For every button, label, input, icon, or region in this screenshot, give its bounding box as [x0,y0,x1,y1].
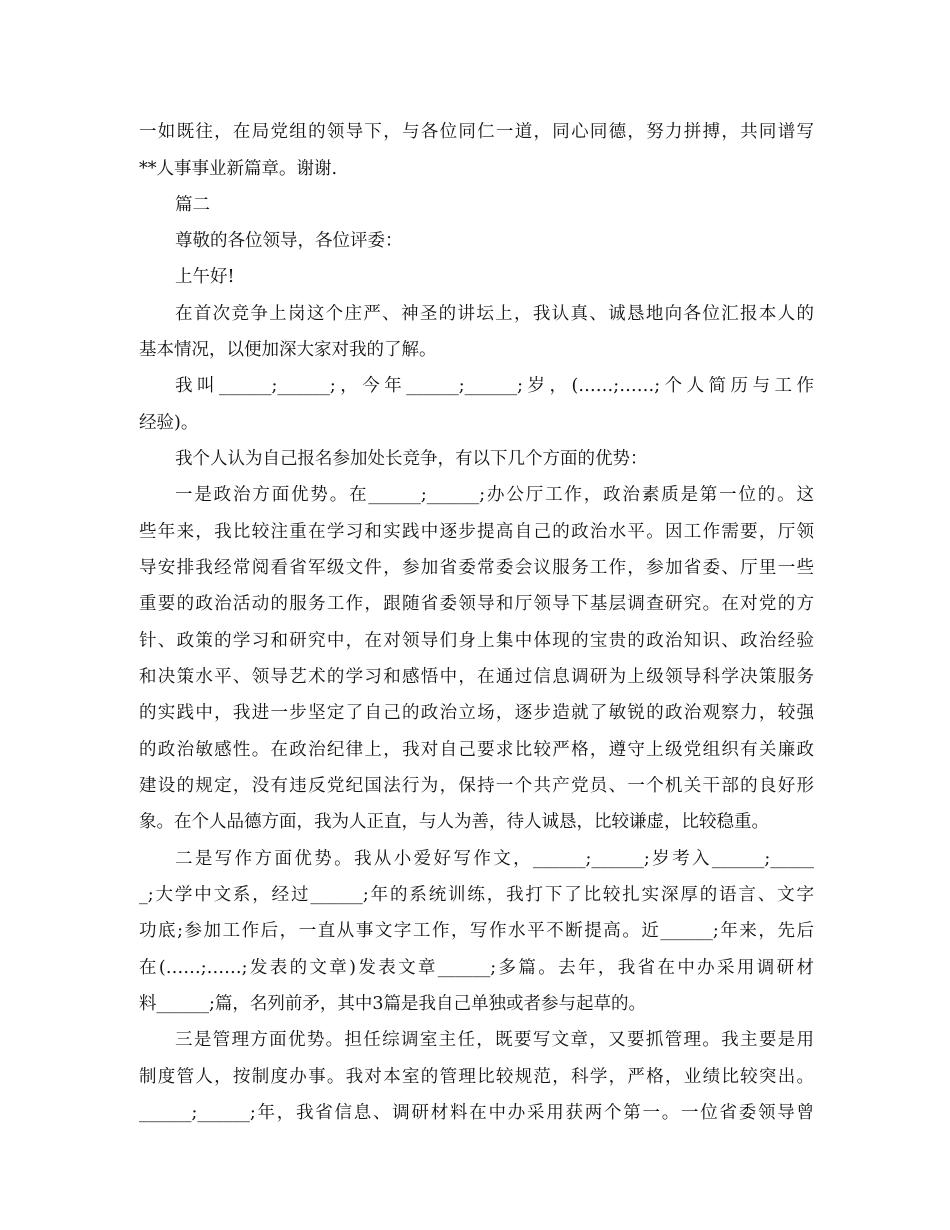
text-line: _;大学中文系，经过______;年的系统训练，我打下了比较扎实深厚的语言、文字 [139,885,814,905]
text-line: 一如既往，在局党组的领导下，与各位同仁一道，同心同德，努力拼搏，共同谱写 [139,122,814,142]
text-line: 功底;参加工作后，一直从事文字工作，写作水平不断提高。近______;年来，先后 [139,921,814,941]
text-line: 建设的规定，没有违反党纪国法行为，保持一个共产党员、一个机关干部的良好形 [139,776,814,796]
text-line: 我叫______;______;，今年______;______;岁，(……;……;个人简历与工作 [175,376,814,396]
text-line: 在首次竞争上岗这个庄严、神圣的讲坛上，我认真、诚恳地向各位汇报本人的 [175,304,814,324]
salutation: 尊敬的各位领导，各位评委： [175,231,403,251]
text-line: 重要的政治活动的服务工作，跟随省委领导和厅领导下基层调查研究。在对党的方 [139,594,814,614]
text-line: 和决策水平、领导艺术的学习和感悟中，在通过信息调研为上级领导科学决策服务 [139,667,814,687]
text-line: 三是管理方面优势。担任综调室主任，既要写文章，又要抓管理。我主要是用 [175,1030,814,1050]
text-line: ______;______;年，我省信息、调研材料在中办采用获两个第一。一位省委领导曾 [139,1103,814,1123]
text-line: 些年来，我比较注重在学习和实践中逐步提高自己的政治水平。因工作需要，厅领 [139,522,814,542]
text-line: 在(……;……;发表的文章)发表文章______;多篇。去年，我省在中办采用调研材 [139,958,814,978]
text-line: 二是写作方面优势。我从小爱好写作文，______;______;岁考入______;_____ [175,849,814,869]
text-line: 的实践中，我进一步坚定了自己的政治立场，逐步造就了敏锐的政治观察力，较强 [139,703,814,723]
text-line: 一是政治方面优势。在______;______;办公厅工作，政治素质是第一位的。这 [175,485,814,505]
text-line: **人事事业新篇章。谢谢. [139,159,338,179]
text-line: 经验)。 [139,413,199,433]
text-line: 我个人认为自己报名参加处长竞争，有以下几个方面的优势： [175,449,648,469]
text-line: 的政治敏感性。在政治纪律上，我对自己要求比较严格，遵守上级党组织有关廉政 [139,740,814,760]
text-line: 导安排我经常阅看省军级文件，参加省委常委会议服务工作，参加省委、厅里一些 [139,558,814,578]
text-line: 针、政策的学习和研究中，在对领导们身上集中体现的宝贵的政治知识、政治经验 [139,631,814,651]
greeting: 上午好! [175,267,235,287]
text-line: 象。在个人品德方面，我为人正直，与人为善，待人诚恳，比较谦虚，比较稳重。 [139,812,769,832]
text-line: 制度管人，按制度办事。我对本室的管理比较规范，科学，严格，业绩比较突出。 [139,1067,814,1087]
section-heading: 篇二 [175,195,210,215]
text-line: 料______;篇，名列前矛，其中3篇是我自己单独或者参与起草的。 [139,994,647,1014]
text-line: 基本情况，以便加深大家对我的了解。 [139,340,437,360]
